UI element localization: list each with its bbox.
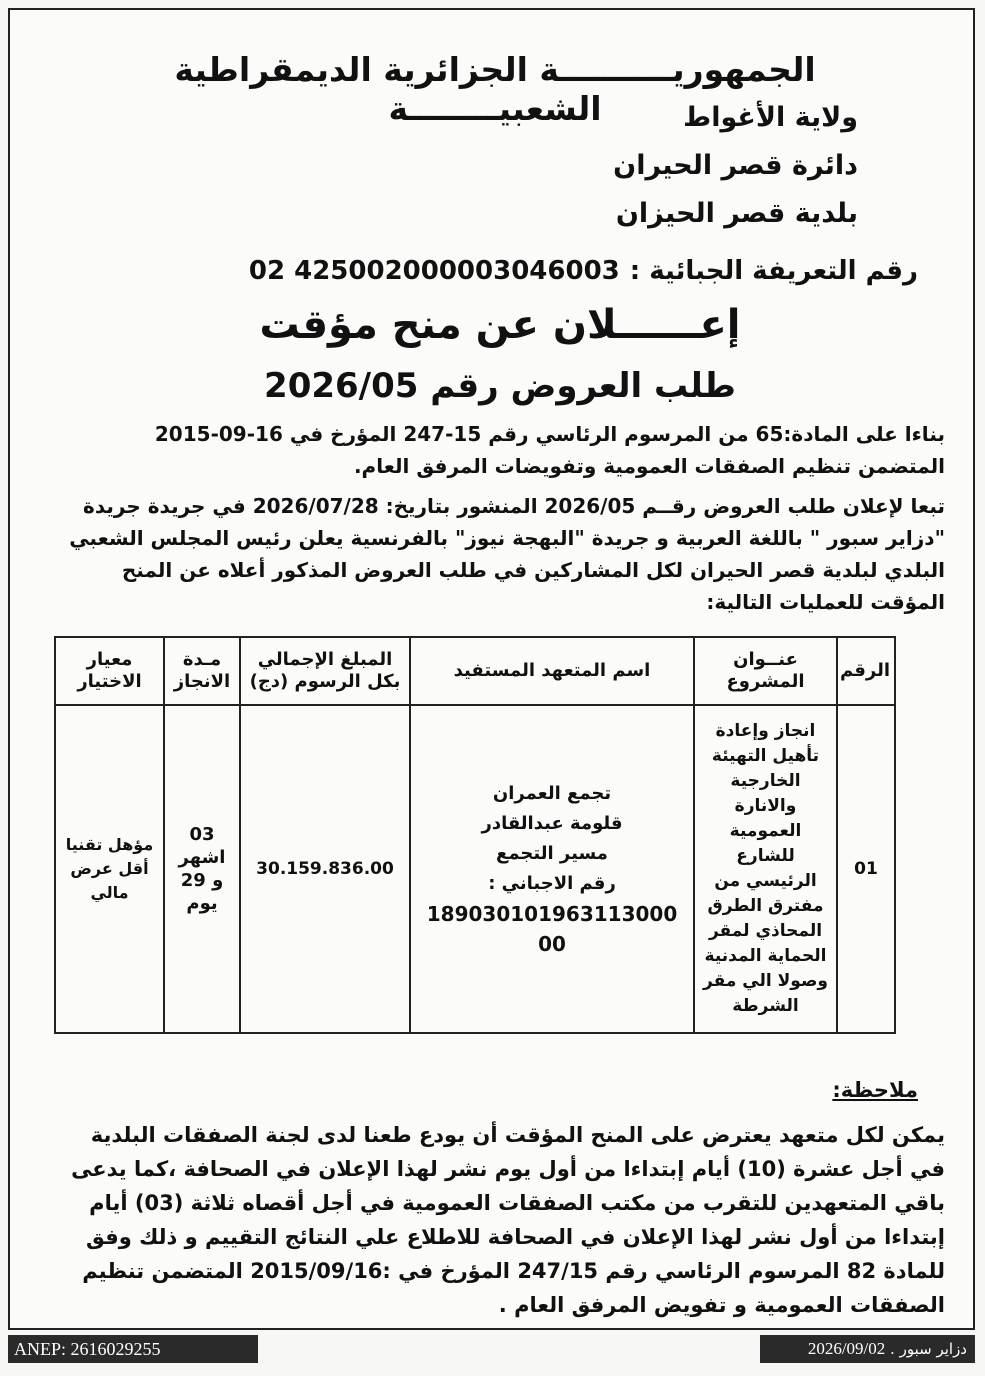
country-name: الجمهوريــــــــــة الجزائرية الديمقراطية الشعبيــــــــة xyxy=(174,50,816,128)
beneficiary-line: رقم الاجباني : xyxy=(488,873,616,894)
header-num: الرقم xyxy=(837,637,895,705)
header-project: عنــوان المشروع xyxy=(694,637,837,705)
tax-id-line xyxy=(249,256,918,286)
announcement-paragraph: تبعا لإعلان طلب العروض رقــم 2026/05 المنشور بتاريخ: 2026/07/28 في جريدة جريدة "دزاير سبور " باللغة العربية و جريدة "البهجة نيوز" بالفرنسية يعلن رئيس المجلس الشعبي البلدي لبلدية قصر الحيران لكل المشاركين في طلب العروض المذكور أعلاه عن المنح المؤقت للعمليات التالية: xyxy=(69,494,945,614)
footer-bar xyxy=(8,1335,975,1363)
table-header-row xyxy=(55,637,895,705)
criteria-line: مؤهل تقنيا xyxy=(65,835,154,854)
header-duration: مـدة الانجاز xyxy=(164,637,240,705)
row-number: 01 xyxy=(837,705,895,1033)
beneficiary-line: قلومة عبدالقادر xyxy=(481,813,623,834)
legal-basis-paragraph: بناءا على المادة:65 من المرسوم الرئاسي رقم 15-247 المؤرخ في 16-09-2015 المتضمن تنظيم الصفقات العمومية وتفويضات المرفق العام. xyxy=(154,422,945,478)
tender-number: طلب العروض رقم 2026/05 xyxy=(264,366,736,406)
daira-name: دائرة قصر الحيران xyxy=(613,150,858,181)
duration-line: 03 xyxy=(189,824,215,845)
criteria-line: أقل عرض xyxy=(70,859,149,878)
publication-info: دزاير سبور . 2026/09/02 xyxy=(760,1335,975,1363)
tax-id-label: رقم التعريفة الجبائية : xyxy=(629,256,918,286)
criteria-line: مالي xyxy=(90,883,129,902)
tax-id-value: 425002000003046003 02 xyxy=(248,256,620,286)
criteria-cell xyxy=(55,705,164,1033)
duration-cell xyxy=(164,705,240,1033)
beneficiary-cell xyxy=(410,705,694,1033)
announcement-title: إعــــــلان عن منح مؤقت xyxy=(259,302,741,348)
project-title: انجاز وإعادة تأهيل التهيئة الخارجية والانارة العمومية للشارع الرئيسي من مفترق الطرق المحاذي لمقر الحماية المدنية وصولا الي مقر الشرطة xyxy=(694,705,837,1033)
publication-date: 2026/09/02 xyxy=(807,1339,886,1358)
header-amount: المبلغ الإجمالي بكل الرسوم (دج) xyxy=(240,637,410,705)
newspaper-name: دزاير سبور xyxy=(899,1340,967,1358)
note-text: يمكن لكل متعهد يعترض على المنح المؤقت أن يودع طعنا لدى لجنة الصفقات البلدية في أجل عشرة (10) أيام إبتداءا من أول يوم نشر لهذا الإعلان في الصحافة ،كما يدعى باقي المتعهدين للتقرب من مكتب الصفقات العمومية في أجل أقصاه ثلاثة (03) أيام إبتداءا من أول نشر لهذا الإعلان في الصحافة للاطلاع علي النتائج التقييم و ذلك وفق للمادة 82 المرسوم الرئاسي رقم 247/15 المؤرخ في :2015/09/16 المتضمن تنظيم الصفقات العمومية و تفويض المرفق العام . xyxy=(71,1123,945,1317)
wilaya-name: ولاية الأغواط xyxy=(683,102,858,133)
note-heading: ملاحظة: xyxy=(832,1078,918,1102)
header-criteria: معيار الاختيار xyxy=(55,637,164,705)
beneficiary-tax-number: 189030101963113000 00 xyxy=(426,902,678,956)
award-table xyxy=(54,636,896,1034)
announcement-page xyxy=(8,8,975,1330)
header-beneficiary: اسم المتعهد المستفيد xyxy=(410,637,694,705)
duration-line: و 29 xyxy=(180,870,224,891)
duration-line: يوم xyxy=(186,893,218,914)
anep-reference: ANEP: 2616029255 xyxy=(8,1335,258,1363)
beneficiary-line: مسير التجمع xyxy=(496,843,608,864)
duration-line: اشهر xyxy=(178,847,226,868)
beneficiary-line: تجمع العمران xyxy=(492,783,612,804)
commune-name: بلدية قصر الحيزان xyxy=(615,198,858,229)
table-row xyxy=(55,705,895,1033)
total-amount: 30.159.836.00 xyxy=(240,705,410,1033)
